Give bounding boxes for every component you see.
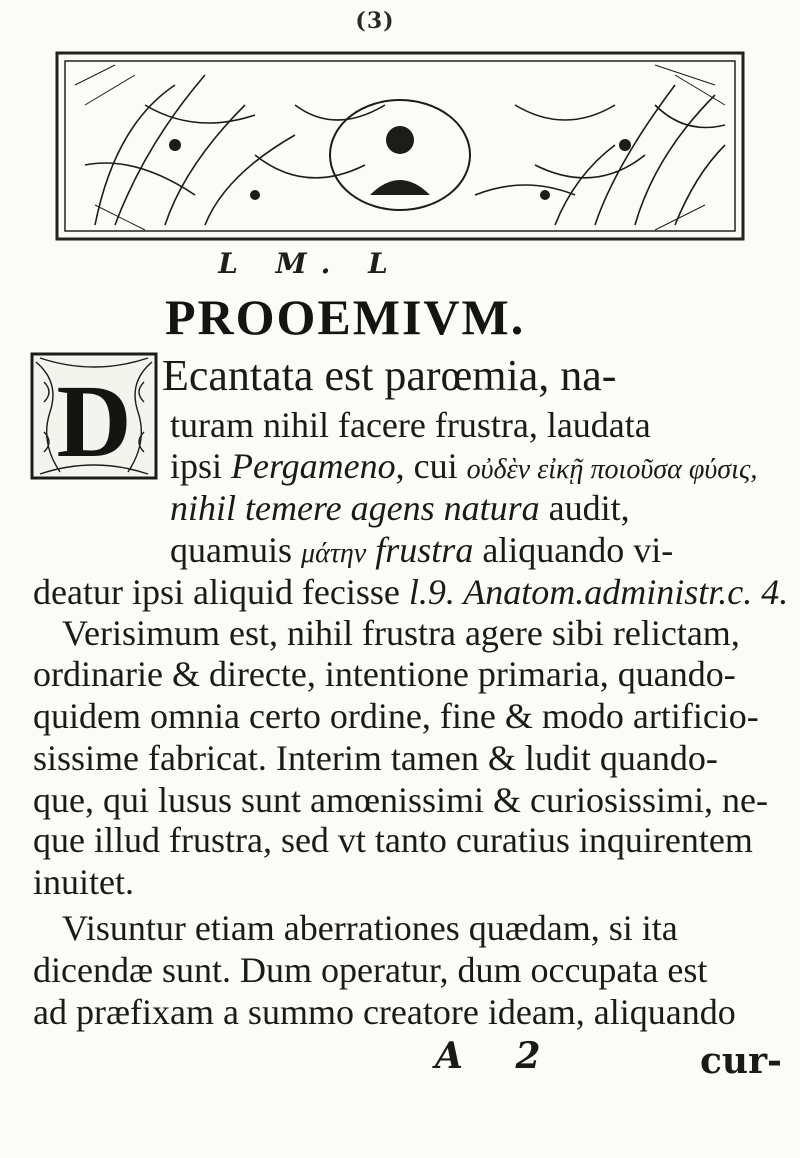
body-line: quidem omnia certo ordine, fine & modo artificio- bbox=[33, 696, 759, 736]
body-line: sissime fabricat. Interim tamen & ludit quando- bbox=[33, 738, 718, 778]
citation: l.9. Anatom.administr.c. 4. bbox=[408, 572, 789, 612]
text-line bbox=[170, 448, 757, 484]
section-title: PROOEMIVM. bbox=[165, 289, 526, 345]
body-line: ad præfixam a summo creatore ideam, aliquando bbox=[33, 992, 736, 1032]
line-text: , cui bbox=[395, 446, 467, 486]
signature-mark: A 2 bbox=[435, 1035, 561, 1077]
text-line bbox=[170, 490, 630, 526]
text-line bbox=[170, 532, 673, 568]
page-marker: (3) bbox=[355, 8, 395, 34]
line-text: quamuis bbox=[170, 530, 301, 570]
headpiece-ornament bbox=[55, 45, 745, 245]
body-line: ordinarie & directe, intentione primaria, quando- bbox=[33, 654, 736, 694]
italic-quote: nihil temere agens natura bbox=[170, 488, 540, 528]
text-line bbox=[162, 351, 617, 400]
body-line: que, qui lusus sunt amœnissimi & curiosissimi, ne- bbox=[33, 780, 768, 820]
line-text: turam nihil facere frustra, laudata bbox=[170, 405, 651, 445]
running-head: L M. L bbox=[218, 247, 402, 280]
line-text: Ecantata est parœmia, na- bbox=[162, 351, 617, 400]
woodcut-headpiece bbox=[55, 45, 745, 245]
catchword: cur- bbox=[700, 1040, 783, 1082]
body-line: que illud frustra, sed vt tanto curatius inquirentem bbox=[33, 820, 753, 860]
initial-letter: D bbox=[56, 364, 132, 479]
greek-word: μάτην bbox=[301, 538, 367, 569]
text-line bbox=[170, 407, 651, 443]
body-line: dicendæ sunt. Dum operatur, dum occupata est bbox=[33, 950, 708, 990]
line-text: deatur ipsi aliquid fecisse bbox=[33, 572, 409, 612]
line-text: ipsi bbox=[170, 446, 232, 486]
body-line: Visuntur etiam aberrationes quædam, si ita bbox=[62, 908, 678, 948]
italic-word: frustra bbox=[366, 530, 474, 570]
body-line: inuitet. bbox=[33, 862, 134, 902]
body-line: Verisimum est, nihil frustra agere sibi relictam, bbox=[62, 613, 740, 653]
line-text: audit, bbox=[539, 488, 630, 528]
italic-name: Pergameno bbox=[231, 446, 396, 486]
text-line bbox=[33, 574, 788, 610]
greek-quote: οὐδὲν εἰκῇ ποιοῦσα φύσις, bbox=[466, 454, 758, 485]
line-text: aliquando vi- bbox=[473, 530, 674, 570]
initial-d-icon bbox=[30, 352, 158, 480]
decorated-initial bbox=[30, 352, 158, 480]
